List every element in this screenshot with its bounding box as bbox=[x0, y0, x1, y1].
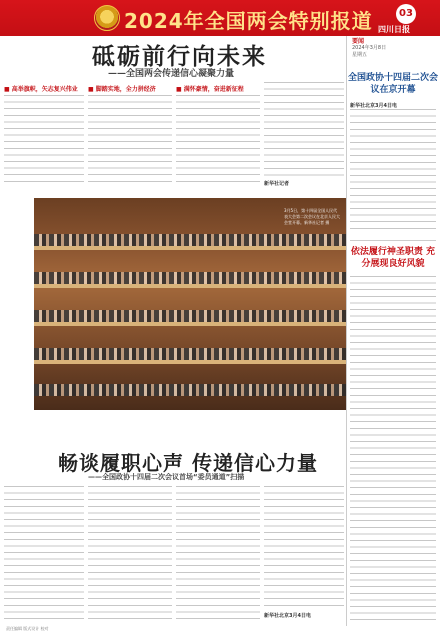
second-body-col-2 bbox=[88, 486, 172, 622]
banner-title: 2024年全国两会特别报道 bbox=[124, 9, 373, 33]
second-body-col-4 bbox=[264, 486, 344, 622]
side-body-2 bbox=[350, 276, 436, 622]
side-byline-1: 新华社北京3月4日电 bbox=[350, 103, 397, 109]
body-text-lines bbox=[88, 95, 172, 187]
lead-section-head-2: ■ 脚踏实地，全力拼经济 bbox=[88, 86, 156, 93]
lead-body-col-3 bbox=[176, 82, 260, 194]
body-text-lines bbox=[350, 276, 436, 622]
body-text-lines bbox=[4, 95, 84, 187]
body-text-lines bbox=[4, 486, 84, 622]
delegates-row bbox=[34, 272, 346, 284]
side-headline-1: 全国政协十四届二次会议在京开幕 bbox=[348, 73, 439, 95]
second-byline: 新华社北京3月4日电 bbox=[264, 613, 311, 619]
delegates-row bbox=[34, 384, 346, 396]
session-photo bbox=[34, 198, 346, 410]
lead-body-col-4 bbox=[264, 82, 344, 194]
issue-meta bbox=[352, 38, 438, 59]
page-footer: 责任编辑 版式设计 校对 bbox=[6, 626, 49, 631]
delegates-row bbox=[34, 310, 346, 322]
body-text-lines bbox=[350, 109, 436, 233]
page-category: 要闻 bbox=[352, 38, 365, 45]
second-subheadline: ——全国政协十四届二次会议首场“委员通道”扫描 bbox=[88, 473, 245, 481]
lead-byline: 新华社记者 bbox=[264, 181, 290, 187]
column-divider bbox=[346, 36, 347, 626]
photo-caption: 3月5日，第十四届全国人民代表大会第二次会议在北京人民大会堂开幕。新华社记者 摄 bbox=[284, 208, 340, 225]
delegates-row bbox=[34, 348, 346, 360]
side-headline-2: 依法履行神圣职责 充分展现良好风貌 bbox=[350, 247, 436, 269]
lead-body-col-2 bbox=[88, 82, 172, 194]
desk-row bbox=[34, 360, 346, 364]
body-text-lines bbox=[88, 486, 172, 622]
second-body-col-3 bbox=[176, 486, 260, 622]
page-number-badge: 03 bbox=[396, 4, 416, 24]
issue-date: 2024年3月8日 bbox=[352, 45, 387, 51]
side-body-1 bbox=[350, 100, 436, 236]
desk-row bbox=[34, 322, 346, 326]
body-text-lines bbox=[264, 486, 344, 610]
special-report-banner bbox=[0, 0, 440, 36]
body-text-lines bbox=[264, 82, 344, 178]
desk-row bbox=[34, 284, 346, 288]
lead-body-col-1 bbox=[4, 82, 84, 194]
side-divider bbox=[350, 240, 436, 241]
newspaper-brand-logo: 四川日报 bbox=[378, 25, 410, 34]
body-text-lines bbox=[176, 95, 260, 187]
second-headline: 畅谈履职心声 传递信心力量 bbox=[58, 451, 318, 475]
issue-weekday: 星期五 bbox=[352, 52, 368, 58]
lead-section-head-1: ■ 高举旗帜，矢志复兴伟业 bbox=[4, 86, 78, 93]
body-text-lines bbox=[176, 486, 260, 622]
lead-subheadline: ——全国两会传递信心凝聚力量 bbox=[108, 69, 235, 79]
delegates-row bbox=[34, 234, 346, 246]
second-body-col-1 bbox=[4, 486, 84, 622]
desk-row bbox=[34, 246, 346, 250]
lead-section-head-3: ■ 满怀豪情，奋进新征程 bbox=[176, 86, 244, 93]
lead-headline: 砥砺前行向未来 bbox=[92, 44, 267, 70]
national-emblem-icon bbox=[94, 5, 120, 31]
